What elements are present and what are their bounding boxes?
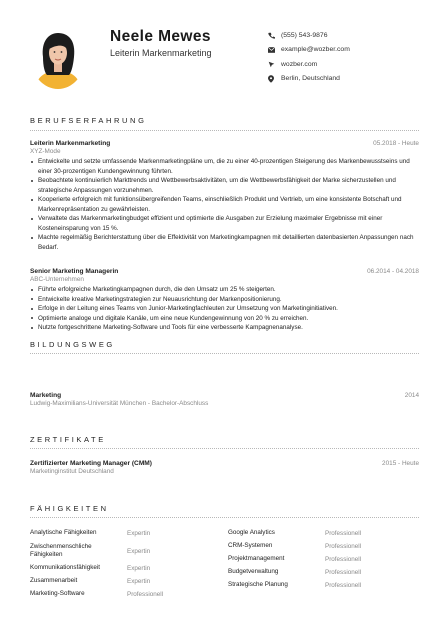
skill-name: Projektmanagement bbox=[228, 555, 285, 563]
candidate-role: Leiterin Markenmarketing bbox=[110, 48, 212, 58]
contact-email bbox=[268, 43, 350, 58]
contact-phone bbox=[268, 28, 350, 43]
contact-location bbox=[268, 72, 350, 87]
section-divider bbox=[30, 353, 419, 354]
education-entry bbox=[30, 392, 419, 407]
section-title-certificates: ZERTIFIKATE bbox=[30, 435, 106, 444]
job-date: 06.2014 - 04.2018 bbox=[367, 268, 419, 275]
job-bullet: Erfolge in der Leitung eines Teams von Junior-Marketingfachleuten zur Umsetzung von Marketinginitiativen. bbox=[30, 304, 419, 314]
job-entry bbox=[30, 140, 419, 252]
job-company: XYZ-Mode bbox=[30, 148, 61, 155]
job-bullet: Entwickelte und setzte umfassende Markenmarketingpläne um, die zu einer 40-prozentigen Steigerung des Markenbewusstseins und einer 30-prozentigen Kundengewinnung führten. bbox=[30, 157, 419, 176]
section-divider bbox=[30, 517, 419, 518]
certificate-date: 2015 - Heute bbox=[382, 460, 419, 467]
skill-level: Expertin bbox=[127, 530, 151, 537]
job-bullets bbox=[30, 285, 419, 333]
skill-item bbox=[30, 588, 210, 601]
job-bullet: Verwaltete das Markenmarketingbudget effizient und optimierte die Ausgaben zur Erzielung maximaler Ergebnisse mit einer Kosteneinsparung von 15 %. bbox=[30, 214, 419, 233]
skill-level: Expertin bbox=[127, 578, 151, 585]
skill-level: Expertin bbox=[127, 565, 151, 572]
skill-level: Professionell bbox=[127, 591, 164, 598]
skill-item bbox=[228, 566, 418, 579]
skill-item bbox=[228, 540, 418, 553]
skill-item bbox=[30, 540, 210, 562]
education-section bbox=[30, 340, 419, 407]
skill-name: Google Analytics bbox=[228, 529, 275, 537]
job-bullet: Führte erfolgreiche Marketingkampagnen durch, die den Umsatz um 25 % steigerten. bbox=[30, 285, 419, 295]
skill-name: Marketing-Software bbox=[30, 590, 85, 598]
skill-level: Professionell bbox=[325, 556, 362, 563]
skill-level: Professionell bbox=[325, 543, 362, 550]
candidate-name: Neele Mewes bbox=[110, 28, 211, 45]
certificate-entry bbox=[30, 460, 419, 475]
skills-column-left bbox=[30, 527, 210, 601]
skill-item bbox=[30, 562, 210, 575]
certificate-title: Zertifizierter Marketing Manager (CMM) bbox=[30, 460, 153, 467]
section-divider bbox=[30, 130, 419, 131]
section-divider bbox=[30, 448, 419, 449]
profile-photo bbox=[31, 27, 85, 89]
job-date: 05.2018 - Heute bbox=[373, 140, 419, 147]
skill-name: Analytische Fähigkeiten bbox=[30, 529, 97, 537]
contact-email-text: example@wozber.com bbox=[281, 46, 350, 54]
certificates-section bbox=[30, 435, 419, 475]
skill-name: Zusammenarbeit bbox=[30, 577, 78, 585]
section-title-education: BILDUNGSWEG bbox=[30, 340, 115, 349]
job-bullet: Entwickelte kreative Marketingstrategien zur Neuausrichtung der Markenpositionierung. bbox=[30, 295, 419, 305]
contact-website-text: wozber.com bbox=[281, 60, 318, 68]
job-bullets bbox=[30, 157, 419, 252]
contact-phone-text: (555) 543-9876 bbox=[281, 31, 328, 39]
envelope-icon bbox=[268, 47, 281, 53]
skill-name: CRM-Systemen bbox=[228, 542, 273, 550]
contact-location-text: Berlin, Deutschland bbox=[281, 75, 340, 83]
job-bullet: Beobachtete kontinuierlich Markttrends und Wettbewerbsaktivitäten, um die Wettbewerbsfähigkeit der Marke sicherzustellen und strategische Anpassungen vorzunehmen. bbox=[30, 176, 419, 195]
education-institution: Ludwig-Maximilians-Universität München - Bachelor-Abschluss bbox=[30, 400, 209, 407]
skill-item bbox=[228, 579, 418, 592]
job-company: ABC-Unternehmen bbox=[30, 276, 84, 283]
skill-item bbox=[30, 575, 210, 588]
education-date: 2014 bbox=[404, 392, 419, 399]
location-pin-icon bbox=[268, 75, 281, 83]
job-title: Leiterin Markenmarketing bbox=[30, 140, 111, 147]
job-entry bbox=[30, 268, 419, 333]
certificate-issuer: Marketinginstitut Deutschland bbox=[30, 468, 114, 475]
skill-item bbox=[228, 553, 418, 566]
section-title-experience: BERUFSERFAHRUNG bbox=[30, 116, 147, 125]
skill-level: Professionell bbox=[325, 530, 362, 537]
contact-list bbox=[268, 28, 350, 86]
skill-name: Strategische Planung bbox=[228, 581, 288, 589]
job-bullet: Optimierte analoge und digitale Kanäle, um eine neue Kundengewinnung von 20 % zu erreichen. bbox=[30, 314, 419, 324]
skill-level: Professionell bbox=[325, 582, 362, 589]
skill-item bbox=[228, 527, 418, 540]
skill-name: Kommunikationsfähigkeit bbox=[30, 564, 101, 572]
job-bullet: Kooperierte erfolgreich mit funktionsübergreifenden Teams, einschließlich Produkt und Vertrieb, um eine konsistente Botschaft und Markenrepräsentation zu gewährleisten. bbox=[30, 195, 419, 214]
avatar bbox=[31, 27, 85, 89]
skill-name: Zwischenmenschliche Fähigkeiten bbox=[30, 542, 92, 558]
skills-section bbox=[30, 504, 419, 598]
education-title: Marketing bbox=[30, 392, 62, 399]
section-title-skills: FÄHIGKEITEN bbox=[30, 504, 109, 513]
job-bullet: Machte regelmäßig Berichterstattung über die Effektivität von Marketingkampagnen mit detaillierten datenbasierten Anpassungen nach Bedarf. bbox=[30, 233, 419, 252]
skill-name: Budgetverwaltung bbox=[228, 568, 279, 576]
experience-section bbox=[30, 116, 419, 331]
cursor-icon bbox=[268, 61, 281, 68]
skills-column-right bbox=[228, 527, 418, 592]
skill-item bbox=[30, 527, 210, 540]
contact-website bbox=[268, 57, 350, 72]
job-title: Senior Marketing Managerin bbox=[30, 268, 119, 275]
skill-level: Professionell bbox=[325, 569, 362, 576]
skill-level: Expertin bbox=[127, 547, 151, 555]
job-bullet: Nutzte fortgeschrittene Marketing-Software und Tools für eine verbesserte Kampagnenanalyse. bbox=[30, 323, 419, 333]
phone-icon bbox=[268, 32, 281, 39]
